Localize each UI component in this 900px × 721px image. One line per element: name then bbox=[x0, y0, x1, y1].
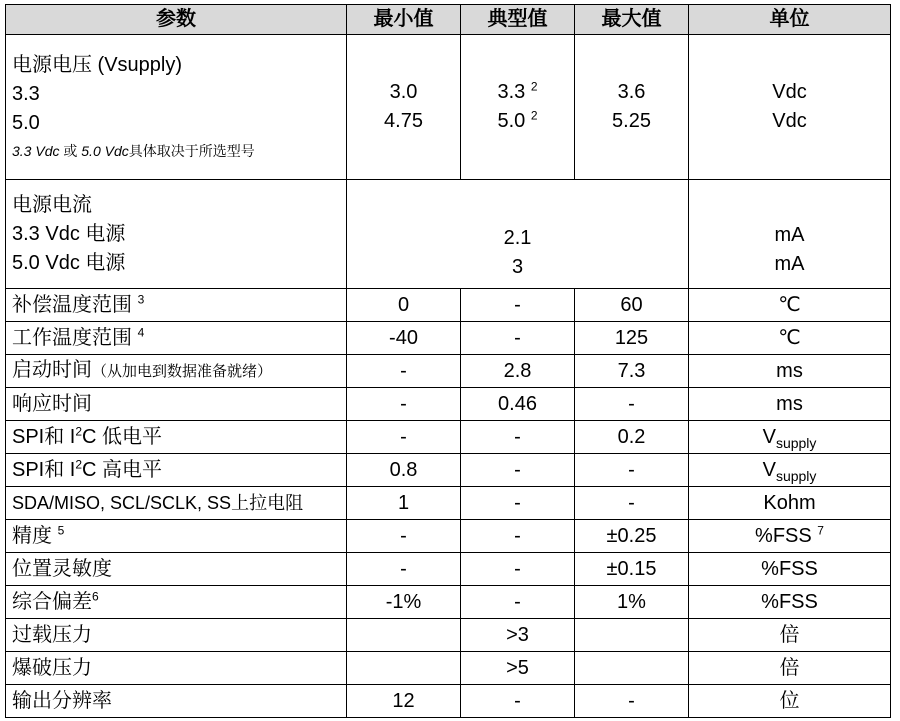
supply-current-typ bbox=[347, 180, 689, 289]
supply-current-label-2: 5.0 Vdc 电源 bbox=[12, 251, 126, 274]
max-cell bbox=[575, 619, 689, 652]
typ-cell: >5 bbox=[461, 652, 575, 685]
supply-voltage-unit-2: Vdc bbox=[772, 110, 807, 132]
table-row bbox=[6, 454, 891, 487]
param-cell bbox=[6, 586, 347, 619]
param-label: 启动时间 bbox=[12, 359, 92, 381]
typ1-value: 3.3 bbox=[497, 81, 526, 103]
footnote-mark: 4 bbox=[137, 324, 145, 339]
param-label: 工作温度范围 bbox=[12, 326, 132, 349]
param-cell: 爆破压力 bbox=[6, 652, 347, 685]
typ-cell: >3 bbox=[461, 619, 575, 652]
supply-voltage-max-2: 5.25 bbox=[612, 110, 651, 132]
unit-footnote: 7 bbox=[817, 522, 824, 537]
supply-voltage-max-1: 3.6 bbox=[617, 81, 646, 103]
typ1-footnote: 2 bbox=[530, 79, 538, 94]
footnote-mark: 5 bbox=[57, 522, 65, 537]
min-cell: - bbox=[347, 553, 461, 586]
unit-cell: Kohm bbox=[689, 487, 891, 520]
supply-voltage-typ bbox=[461, 35, 575, 180]
supply-voltage-max bbox=[575, 35, 689, 180]
supply-voltage-min-2: 4.75 bbox=[384, 110, 423, 132]
param-cell: 响应时间 bbox=[6, 388, 347, 421]
max-cell: - bbox=[575, 388, 689, 421]
min-cell: 12 bbox=[347, 685, 461, 718]
min-cell: - bbox=[347, 388, 461, 421]
supply-voltage-unit-1: Vdc bbox=[772, 81, 807, 103]
min-cell: -40 bbox=[347, 322, 461, 355]
note-part-c: 5.0 Vdc bbox=[81, 142, 129, 159]
unit-cell: %FSS bbox=[689, 553, 891, 586]
header-min: 最小值 bbox=[347, 5, 461, 35]
param-label-a: SPI和 I bbox=[12, 425, 76, 448]
param-cell: 过载压力 bbox=[6, 619, 347, 652]
unit-cell bbox=[689, 454, 891, 487]
unit-main: V bbox=[762, 458, 776, 481]
unit-cell: 倍 bbox=[689, 619, 891, 652]
supply-voltage-unit bbox=[689, 35, 891, 180]
param-cell bbox=[6, 421, 347, 454]
supply-current-typ-2: 3 bbox=[511, 256, 524, 278]
footnote-mark: 6 bbox=[92, 588, 99, 603]
unit-cell: 倍 bbox=[689, 652, 891, 685]
typ-cell: - bbox=[461, 487, 575, 520]
max-cell: 7.3 bbox=[575, 355, 689, 388]
typ-cell: - bbox=[461, 421, 575, 454]
min-cell: - bbox=[347, 421, 461, 454]
supply-current-unit-2: mA bbox=[774, 253, 805, 275]
min-cell: 0.8 bbox=[347, 454, 461, 487]
min-cell: 0 bbox=[347, 289, 461, 322]
typ-cell: 0.46 bbox=[461, 388, 575, 421]
supply-voltage-min bbox=[347, 35, 461, 180]
header-max: 最大值 bbox=[575, 5, 689, 35]
unit-main: V bbox=[762, 425, 776, 448]
header-row bbox=[6, 5, 891, 35]
table-row bbox=[6, 322, 891, 355]
param-label-b: C 低电平 bbox=[82, 425, 163, 448]
max-cell: 0.2 bbox=[575, 421, 689, 454]
param-label-sup: 2 bbox=[75, 423, 83, 438]
supply-voltage-label-2: 5.0 bbox=[12, 111, 40, 134]
supply-voltage-min-1: 3.0 bbox=[389, 81, 418, 103]
param-label: 综合偏差 bbox=[12, 590, 92, 613]
supply-current-unit-1: mA bbox=[774, 224, 805, 246]
param-label-a: SPI和 I bbox=[12, 458, 76, 481]
supply-voltage-label-1: 3.3 bbox=[12, 82, 40, 105]
min-cell: - bbox=[347, 520, 461, 553]
typ-cell: - bbox=[461, 520, 575, 553]
unit-cell bbox=[689, 520, 891, 553]
typ-cell: - bbox=[461, 322, 575, 355]
table-row bbox=[6, 388, 891, 421]
typ-cell: - bbox=[461, 685, 575, 718]
unit-cell: ℃ bbox=[689, 289, 891, 322]
unit-cell: ms bbox=[689, 388, 891, 421]
supply-voltage-typ-1 bbox=[465, 78, 570, 107]
table-row bbox=[6, 520, 891, 553]
typ-cell: - bbox=[461, 553, 575, 586]
min-cell bbox=[347, 619, 461, 652]
table-row bbox=[6, 586, 891, 619]
param-label: 补偿温度范围 bbox=[12, 293, 132, 316]
note-part-a: 3.3 Vdc bbox=[12, 142, 60, 159]
table-row bbox=[6, 553, 891, 586]
supply-current-label-1: 3.3 Vdc 电源 bbox=[12, 222, 126, 245]
max-cell: ±0.25 bbox=[575, 520, 689, 553]
max-cell: 1% bbox=[575, 586, 689, 619]
header-param: 参数 bbox=[6, 5, 347, 35]
max-cell: 125 bbox=[575, 322, 689, 355]
supply-voltage-note bbox=[12, 138, 342, 164]
supply-voltage-param bbox=[6, 35, 347, 180]
max-cell: - bbox=[575, 454, 689, 487]
param-label-sup: 2 bbox=[75, 456, 83, 471]
supply-voltage-title: 电源电压 (Vsupply) bbox=[12, 53, 183, 76]
min-cell bbox=[347, 652, 461, 685]
typ-cell: 2.8 bbox=[461, 355, 575, 388]
supply-voltage-typ-2 bbox=[465, 107, 570, 136]
param-cell: SDA/MISO, SCL/SCLK, SS上拉电阻 bbox=[6, 487, 347, 520]
unit-cell bbox=[689, 421, 891, 454]
unit-cell: 位 bbox=[689, 685, 891, 718]
unit-cell: ℃ bbox=[689, 322, 891, 355]
supply-current-unit bbox=[689, 180, 891, 289]
min-cell: 1 bbox=[347, 487, 461, 520]
note-part-b: 或 bbox=[59, 142, 82, 159]
param-cell bbox=[6, 520, 347, 553]
param-cell bbox=[6, 355, 347, 388]
param-cell: 输出分辨率 bbox=[6, 685, 347, 718]
footnote-mark: 3 bbox=[137, 291, 145, 306]
param-cell bbox=[6, 289, 347, 322]
max-cell: 60 bbox=[575, 289, 689, 322]
param-cell bbox=[6, 454, 347, 487]
header-typ: 典型值 bbox=[461, 5, 575, 35]
param-note: （从加电到数据准备就绪） bbox=[92, 363, 273, 380]
supply-current-row bbox=[6, 180, 891, 289]
unit-subscript: supply bbox=[775, 467, 817, 484]
param-label-b: C 高电平 bbox=[82, 458, 163, 481]
min-cell: - bbox=[347, 355, 461, 388]
table-row bbox=[6, 289, 891, 322]
typ2-footnote: 2 bbox=[530, 108, 538, 123]
note-part-d: 具体取决于所选型号 bbox=[128, 142, 255, 159]
unit-cell: ms bbox=[689, 355, 891, 388]
supply-voltage-row bbox=[6, 35, 891, 180]
min-cell: -1% bbox=[347, 586, 461, 619]
table-row bbox=[6, 685, 891, 718]
unit-subscript: supply bbox=[775, 434, 817, 451]
table-row bbox=[6, 619, 891, 652]
typ-cell: - bbox=[461, 454, 575, 487]
supply-current-title: 电源电流 bbox=[12, 193, 92, 216]
typ2-value: 5.0 bbox=[497, 110, 526, 132]
typ-cell: - bbox=[461, 586, 575, 619]
table-row bbox=[6, 421, 891, 454]
supply-current-param bbox=[6, 180, 347, 289]
param-label: 精度 bbox=[12, 524, 52, 547]
max-cell: ±0.15 bbox=[575, 553, 689, 586]
supply-current-typ-1: 2.1 bbox=[503, 227, 532, 249]
unit-main: %FSS bbox=[755, 524, 812, 547]
table-row bbox=[6, 355, 891, 388]
max-cell: - bbox=[575, 685, 689, 718]
table-row bbox=[6, 487, 891, 520]
param-cell bbox=[6, 322, 347, 355]
max-cell: - bbox=[575, 487, 689, 520]
param-cell: 位置灵敏度 bbox=[6, 553, 347, 586]
spec-table bbox=[5, 4, 891, 718]
max-cell bbox=[575, 652, 689, 685]
table-row bbox=[6, 652, 891, 685]
typ-cell: - bbox=[461, 289, 575, 322]
header-unit: 单位 bbox=[689, 5, 891, 35]
unit-cell: %FSS bbox=[689, 586, 891, 619]
